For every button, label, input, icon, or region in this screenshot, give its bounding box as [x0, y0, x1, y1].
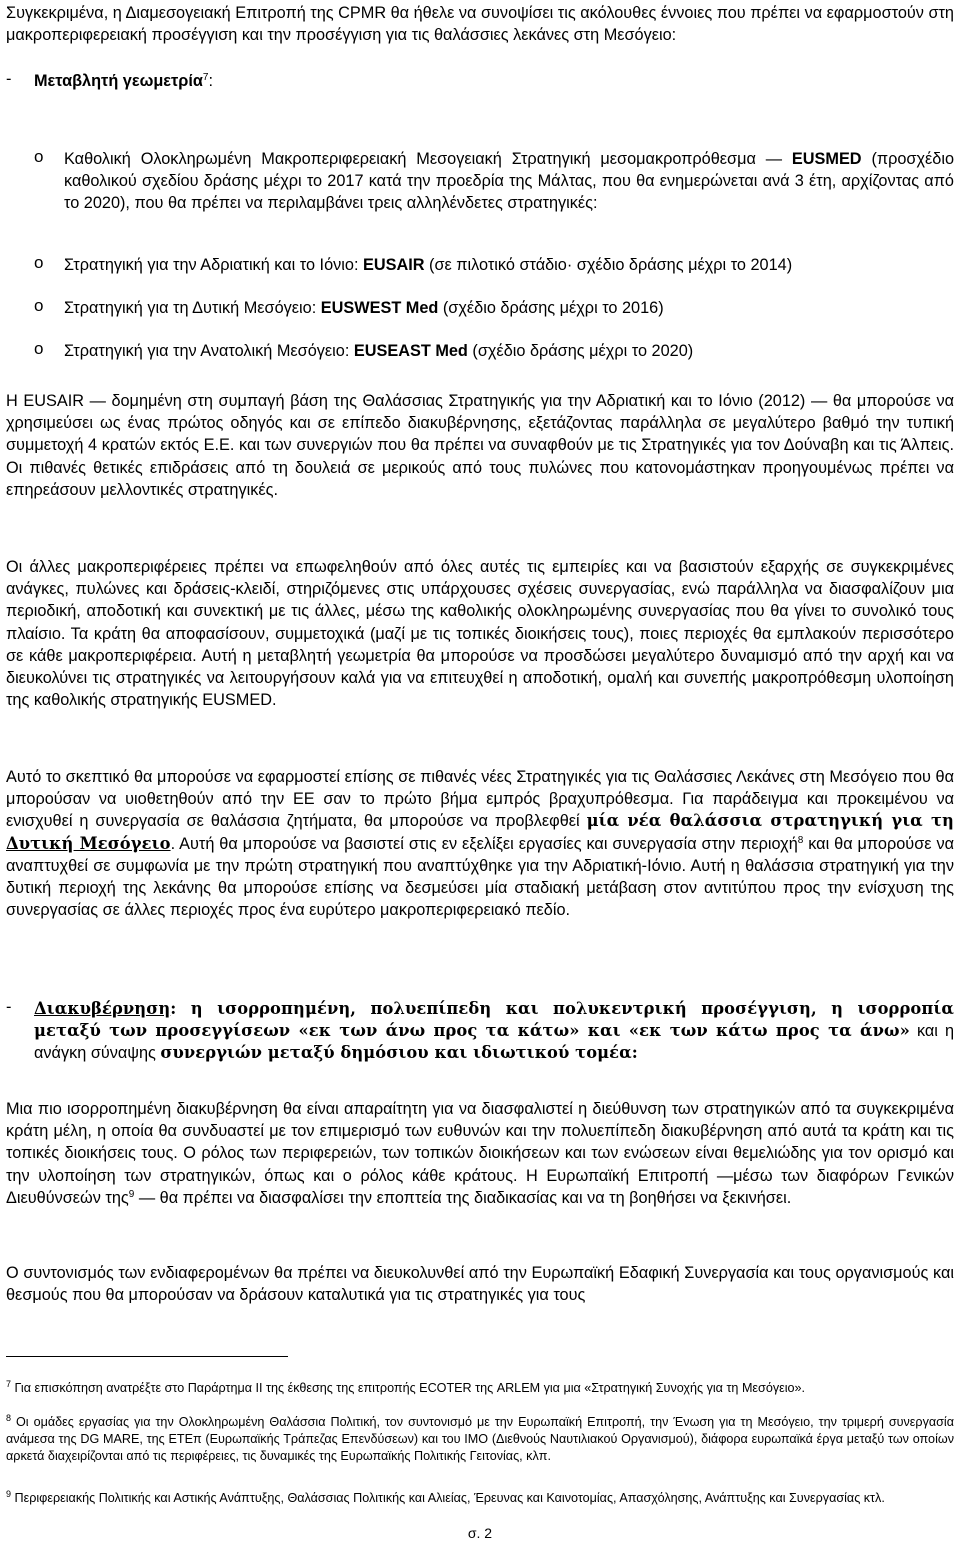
strategy-text — [64, 254, 954, 276]
footnote-ref-7[interactable]: 7 — [202, 72, 209, 83]
paragraph-other-macroregions: Οι άλλες μακροπεριφέρειες πρέπει να επωφεληθούν από όλες αυτές τις εμπειρίες και να βασιστούν εξαρχής σε συγκεκριμένες ανάγκες, πυλώνες και δράσεις-κλειδί, στηριζόμενες στις υπάρχουσες σχέσεις συνεργασίας, ενώ παράλληλα να διασφαλίζουν μια περιοδική, αποδοτική και συνεκτική με τις άλλες, μέσω της καθολικής ολοκληρωμένης συνεργασίας που θα γίνει το συνολικό τους πλαίσιο. Τα κράτη θα αποφασίσουν, συμμετοχικά (μαζί με τις τοπικές διοικήσεις τους), ποιες περιοχές θα εμπλακούν περισσότερο σε κάθε μακροπεριφέρεια. Αυτή η μεταβλητή γεωμετρία θα μπορούσε να προσδώσει μεγαλύτερο δυναμισμό από την αρχή και να διευκολύνει τις στρατηγικές να λειτουργήσουν καλά για να επιτευχθεί η αποδοτική, ομαλή και συνεπής μακροπρόθεσμη υλοποίηση της καθολικής στρατηγικής EUSMED. — [6, 558, 954, 710]
bullet-icon: o — [34, 339, 44, 358]
list-item-euseast — [34, 340, 954, 362]
strategy-acronym: EUSEAST Med — [353, 342, 468, 360]
footnote-text: Οι ομάδες εργασίας για την Ολοκληρωμένη Θαλάσσια Πολιτική, τον συντονισμό με την Ευρωπαϊκή Επιτροπή, την Ένωση για τη Μεσόγειο, την τριμερή συνεργασία ανάμεσα της DG MARE, της ΕΤΕπ (Ευρωπαϊκής Τράπεζας Επενδύσεων) και του ΙΜΟ (Διεθνούς Ναυτιλιακού Οργανισμού), διάφορα ευρωπαϊκά έργα μεταξύ των οποίων αρκετά διαχειρίζονται από τις περιφέρειες, τις δυναμικές της Ευρωπαϊκής Πολιτικής Γειτονίας, κλπ. — [6, 1415, 954, 1463]
text-run: Μια πιο ισορροπημένη διακυβέρνηση θα είναι απαραίτητη για να διασφαλιστεί η διεύθυνση των στρατηγικών από τα συγκεκριμένα κράτη μέλη, η οποία θα συνδυαστεί με τον επιμερισμό των ευθυνών και την πολυεπίπεδη διακυβέρνηση από αυτά τα κράτη και τις τοπικές διοικήσεις τους. Ο ρόλος των περιφερειών, των τοπικών διοικήσεων και των ενώσεων είναι θεμελιώδης για τον ορισμό και την υλοποίηση των στρατηγικών, όπως και ο ρόλος κάθε κράτους. Η Ευρωπαϊκή Επιτροπή —μέσω των διαφόρων Γενικών Διευθύνσεών της — [6, 1100, 954, 1207]
heading-text: και η ανάγκη σύναψης — [34, 1022, 954, 1063]
heading-colon: : — [208, 72, 213, 90]
section-variable-geometry — [6, 70, 954, 92]
dash-marker: - — [6, 998, 12, 1016]
footnote-9 — [6, 1490, 954, 1507]
strategy-acronym: EUSAIR — [363, 256, 425, 274]
paragraph-coordination: Ο συντονισμός των ενδιαφερομένων θα πρέπει να διευκολυνθεί από την Ευρωπαϊκή Εδαφική Συνεργασία και τους οργανισμούς και θεσμούς που θα μπορούσαν να δράσουν καταλυτικά για τις στρατηγικές για τους — [6, 1264, 954, 1305]
text-run: και θα μπορούσε να αναπτυχθεί σε συμφωνία με την πρώτη στρατηγική που αναπτύχθηκε για την Αδριατική-Ιόνιο. Αυτή η θαλάσσια στρατηγική για την δυτική περιοχή της λεκάνης θα μπορούσε επίσης να δεσμεύσει μία σταδιακή μετάβαση στον αντιτύπου προς την ενίσχυση της συνεργασίας σε άλλες περιοχές προς ένα ευρύτερο μακροπεριφερειακό πεδίο. — [6, 834, 955, 920]
bullet-icon: o — [34, 296, 44, 315]
footnote-number: 8 — [6, 1413, 12, 1423]
eusmed-before: Καθολική Ολοκληρωμένη Μακροπεριφερειακή Μεσογειακή Στρατηγική μεσομακροπρόθεσμα — — [64, 150, 783, 168]
paragraph-sea-basin-strategy — [6, 766, 954, 921]
footnote-text: Για επισκόπηση ανατρέξτε στο Παράρτημα ΙΙ της έκθεσης της επιτροπής ECOTER της ARLEM για μια «Στρατηγική Συνοχής για τη Μεσόγειο». — [11, 1381, 806, 1395]
list-item-euswest — [34, 297, 954, 319]
footnote-number: 9 — [6, 1489, 12, 1499]
footnote-number: 7 — [6, 1379, 12, 1389]
strategy-detail: (σχέδιο δράσης μέχρι το 2016) — [438, 299, 664, 317]
strategy-label: Στρατηγική για την Ανατολική Μεσόγειο: — [64, 342, 354, 360]
text-run: Αυτό το σκεπτικό θα μπορούσε να εφαρμοστεί επίσης σε πιθανές νέες Στρατηγικές για τις Θαλάσσιες Λεκάνες στη Μεσόγειο που θα μπορούσαν να υιοθετηθούν από την ΕΕ σαν το πρώτο βήμα εμπρός βραχυπρόθεσμα. Για παράδειγμα και προκειμένου να ενισχυθεί η συνεργασία σε θαλάσσια ζητήματα, θα μπορούσε να προβλεφθεί — [6, 768, 954, 831]
strategy-acronym: EUSWEST Med — [320, 299, 439, 317]
eusmed-text — [64, 148, 954, 215]
heading-bold: : η ισορροπημένη, πολυεπίπεδη και πολυκεντρική προσέγγιση, η ισορροπία μεταξύ των προσεγγίσεων «εκ των άνω προς τα κάτω» και «εκ των κάτω προς τα άνω» — [34, 999, 954, 1041]
eusmed-after: (προσχέδιο καθολικού σχεδίου δράσης μέχρι το 2017 κατά την προεδρία της Μάλτας, που θα ενημερώνεται ανά 3 έτη, αρχίζοντας από το 2020), που θα πρέπει να περιλαμβάνει τρεις αλληλένδετες στρατηγικές: — [64, 150, 955, 213]
heading-underlined: Διακυβέρνηση — [34, 999, 171, 1018]
strategy-label: Στρατηγική για την Αδριατική και το Ιόνιο: — [64, 256, 363, 274]
dash-marker: - — [6, 70, 12, 88]
bold-underlined-run: Δυτική Μεσόγειο — [6, 833, 171, 853]
bold-run: μία νέα θαλάσσια στρατηγική για τη — [586, 811, 954, 831]
footnote-ref-8[interactable]: 8 — [797, 834, 804, 846]
governance-heading — [34, 998, 954, 1065]
footnote-8 — [6, 1414, 954, 1464]
paragraph-governance — [6, 1098, 954, 1209]
strategy-label: Στρατηγική για τη Δυτική Μεσόγειο: — [64, 299, 321, 317]
footnote-separator — [6, 1356, 288, 1357]
section-heading — [34, 70, 954, 92]
paragraph-eusair: Η EUSAIR — δομημένη στη συμπαγή βάση της Θαλάσσιας Στρατηγικής για την Αδριατική και το Ιόνιο (2012) — θα μπορούσε να χρησιμεύσει ως ένας πρώτος οδηγός και σε επίπεδο διακυβέρνησης, εξετάζοντας παράλληλα σε μεγαλύτερο βαθμό την τυπική συμμετοχή 4 κρατών εκτός Ε.Ε. και των συνεργιών που θα πρέπει να συναφθούν με τις Στρατηγικές για τον Δούναβη και τις Άλπεις. Οι πιθανές θετικές επιδράσεις από τη δουλειά σε μερικούς από τους πυλώνες που κατονομάστηκαν προηγουμένως πρέπει να επηρεάσουν μελλοντικές στρατηγικές. — [6, 392, 954, 499]
strategy-detail: (σχέδιο δράσης μέχρι το 2020) — [467, 342, 694, 360]
footnote-text: Περιφερειακής Πολιτικής και Αστικής Ανάπτυξης, Θαλάσσιας Πολιτικής και Αλιείας, Έρευνας και Καινοτομίας, Απασχόλησης, Ανάπτυξης και Συνεργασίας κτλ. — [11, 1491, 885, 1505]
footnote-7 — [6, 1380, 954, 1397]
strategy-detail: (σε πιλοτικό στάδιο· σχέδιο δράσης μέχρι το 2014) — [424, 256, 793, 274]
eusmed-acronym: EUSMED — [791, 150, 862, 168]
strategy-text — [64, 297, 954, 319]
text-run: — θα πρέπει να διασφαλίσει την εποπτεία της διαδικασίας και να τη βοηθήσει να ξεκινήσει. — [134, 1188, 792, 1207]
list-item-eusmed — [34, 148, 954, 215]
strategy-text — [64, 340, 954, 362]
heading-text: Μεταβλητή γεωμετρία — [34, 72, 203, 90]
section-governance — [6, 998, 954, 1065]
bullet-icon: o — [34, 147, 44, 166]
bullet-icon: o — [34, 253, 44, 272]
text-run: . Αυτή θα μπορούσε να βασιστεί στις εν εξελίξει εργασίες και συνεργασία στην περιοχή — [170, 834, 798, 853]
heading-bold: συνεργιών μεταξύ δημόσιου και ιδιωτικού τομέα: — [160, 1043, 638, 1063]
intro-paragraph: Συγκεκριμένα, η Διαμεσογειακή Επιτροπή της CPMR θα ήθελε να συνοψίσει τις ακόλουθες έννοιες που πρέπει να εφαρμοστούν στη μακροπεριφερειακή προσέγγιση και την προσέγγιση για τις θαλάσσιες λεκάνες στη Μεσόγειο: — [6, 4, 954, 45]
list-item-eusair — [34, 254, 954, 276]
page-number: σ. 2 — [467, 1525, 493, 1541]
footnote-ref-9[interactable]: 9 — [128, 1188, 135, 1200]
